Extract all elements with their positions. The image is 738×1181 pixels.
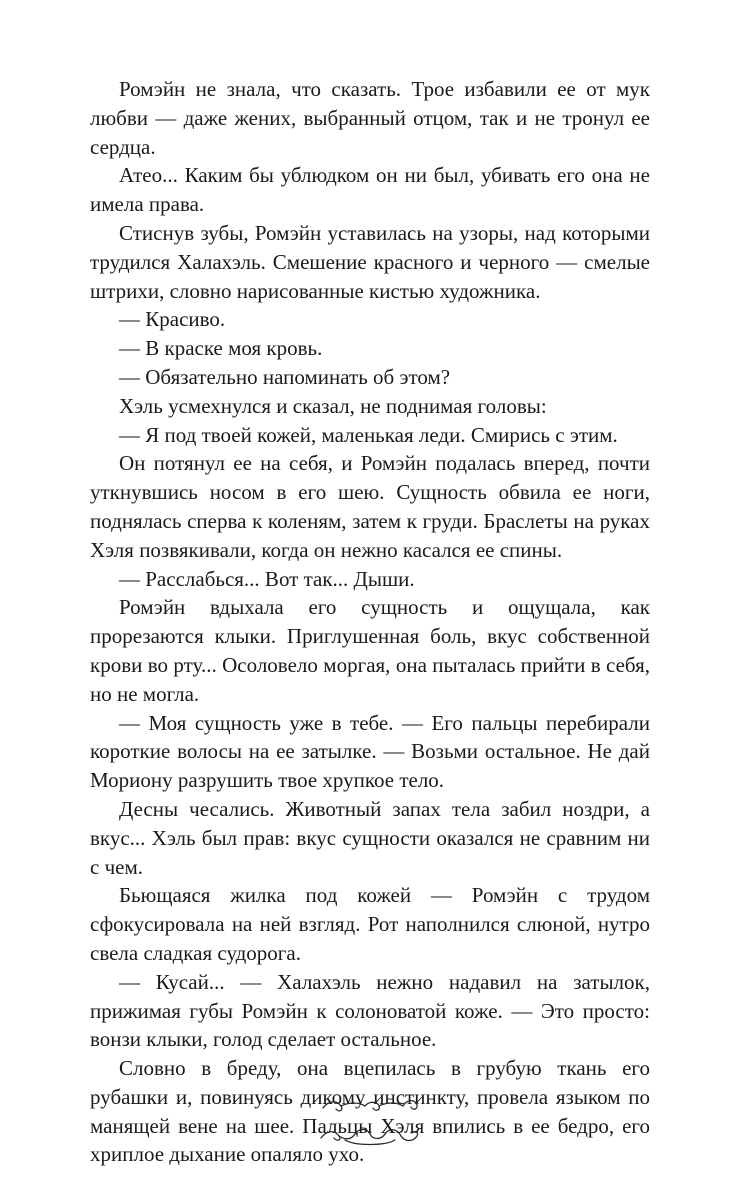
paragraph-12: — Моя сущность уже в тебе. — Его пальцы перебирали короткие волосы на ее затылке. — Возьми остальное. Не дай Мориону разрушить твое хрупкое тело.: [90, 710, 650, 793]
paragraph-2: Атео... Каким бы ублюдком он ни был, убивать его она не имела права.: [90, 163, 650, 217]
paragraph-9: Он потянул ее на себя, и Ромэйн подалась вперед, почти уткнувшись носом в его шею. Сущность обвила ее ноги, поднялась сперва к коленям, затем к груди. Браслеты на руках Хэля позвякивали, когда он нежно касался ее спины.: [90, 451, 650, 562]
paragraph-11: Ромэйн вдыхала его сущность и ощущала, как прорезаются клыки. Приглушенная боль, вкус собственной крови во рту... Осоловело моргая, она пыталась прийти в себя, но не могла.: [90, 595, 650, 706]
page-text: [90, 75, 650, 1169]
paragraph-14: Бьющаяся жилка под кожей — Ромэйн с трудом сфокусировала на ней взгляд. Рот наполнился слюной, нутро свела сладкая судорога.: [90, 883, 650, 965]
paragraph-6: — Обязательно напоминать об этом?: [119, 364, 451, 389]
paragraph-8: — Я под твоей кожей, маленькая леди. Смирись с этим.: [119, 422, 618, 447]
paragraph-7: Хэль усмехнулся и сказал, не поднимая головы:: [119, 393, 547, 418]
paragraph-3: Стиснув зубы, Ромэйн уставилась на узоры, над которыми трудился Халахэль. Смешение красного и черного — смелые штрихи, словно нарисованные кистью художника.: [90, 220, 650, 303]
scroll-flourish-ornament-icon: [315, 1090, 425, 1150]
paragraph-15: — Кусай... — Халахэль нежно надавил на затылок, прижимая губы Ромэйн к солоноватой коже. — Это просто: вонзи клыки, голод сделает остальное.: [90, 969, 650, 1052]
paragraph-16: Словно в бреду, она вцепилась в грубую ткань его рубашки и, повинуясь дикому инстинкту, провела языком по манящей вене на шее. Пальцы Хэля впились в ее бедро, его хриплое дыхание опаляло ухо.: [90, 1056, 650, 1167]
paragraph-4: — Красиво.: [119, 307, 226, 332]
paragraph-1: Ромэйн не знала, что сказать. Трое избавили ее от мук любви — даже жених, выбранный отцом, так и не тронул ее сердца.: [90, 77, 650, 159]
paragraph-13: Десны чесались. Животный запах тела забил ноздри, а вкус... Хэль был прав: вкус сущности оказался не сравним ни с чем.: [90, 796, 650, 879]
paragraph-5: — В краске моя кровь.: [119, 336, 323, 361]
paragraph-10: — Расслабься... Вот так... Дыши.: [119, 566, 415, 591]
